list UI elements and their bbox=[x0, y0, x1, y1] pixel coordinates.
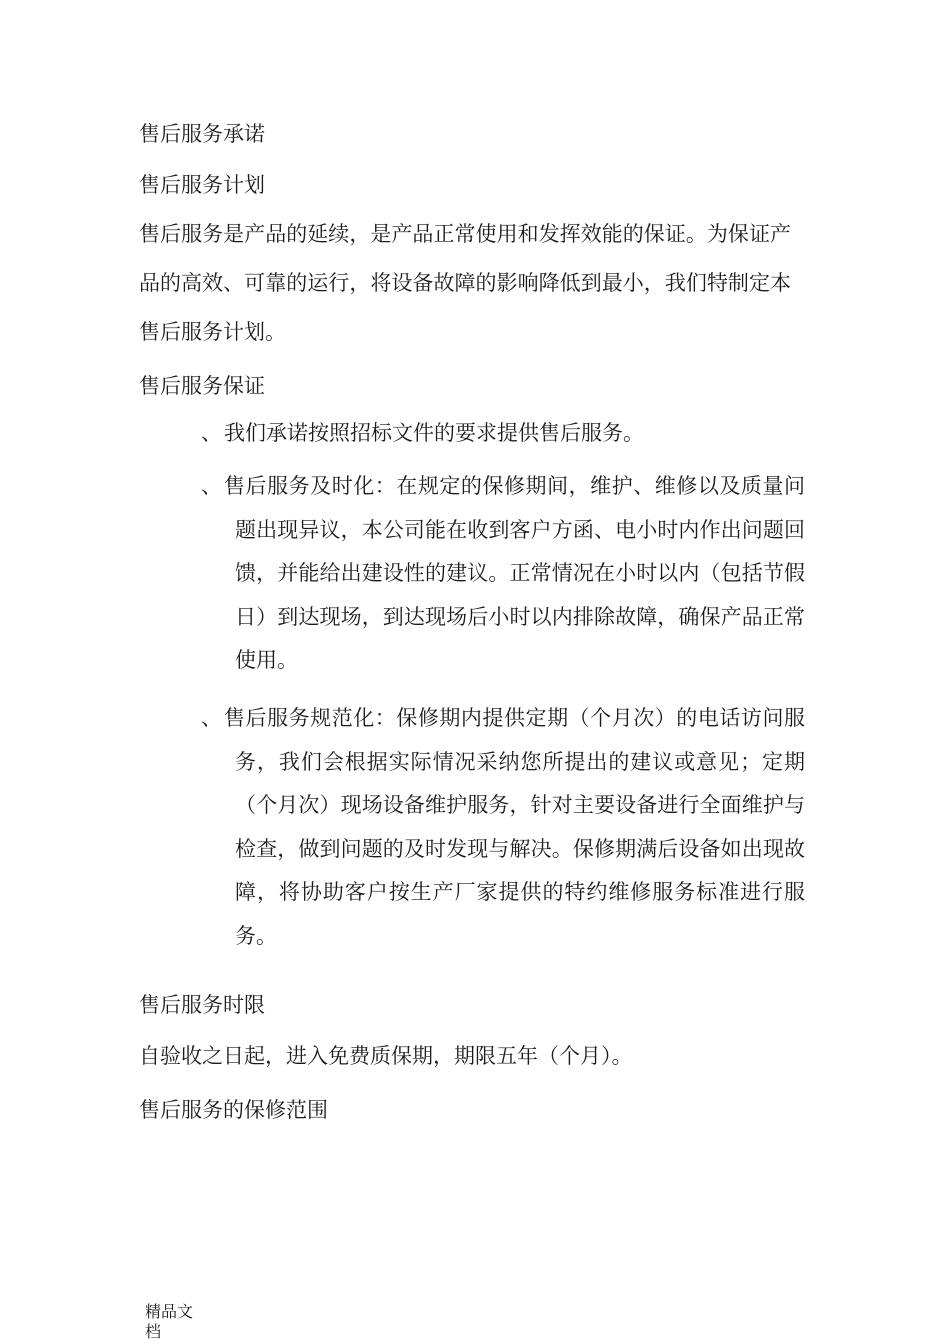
heading-commitment: 售后服务承诺 bbox=[139, 122, 265, 146]
heading-guarantee: 售后服务保证 bbox=[139, 374, 265, 398]
heading-time-limit: 售后服务时限 bbox=[139, 993, 265, 1017]
heading-scope: 售后服务的保修范围 bbox=[139, 1098, 328, 1122]
list-bullet: 、 bbox=[201, 706, 222, 730]
guarantee-item-3 bbox=[201, 697, 805, 958]
time-limit-text: 自验收之日起，进入免费质保期，期限五年（个月）。 bbox=[139, 1044, 633, 1068]
plan-paragraph: 售后服务是产品的延续，是产品正常使用和发挥效能的保证。为保证产品的高效、可靠的运行，将设备故障的影响降低到最小，我们特制定本售后服务计划。 bbox=[139, 222, 791, 344]
heading-plan: 售后服务计划 bbox=[139, 173, 265, 197]
list-bullet: 、 bbox=[201, 474, 222, 498]
footer-watermark: 精品文档 bbox=[145, 1302, 194, 1341]
guarantee-item-text: 售后服务及时化：在规定的保修期间，维护、维修以及质量问题出现异议，本公司能在收到客户方函、电小时内作出问题回馈，并能给出建设性的建议。正常情况在小时以内（包括节假日）到达现场，到达现场后小时以内排除故障，确保产品正常使用。 bbox=[224, 474, 805, 672]
guarantee-item-text: 我们承诺按照招标文件的要求提供售后服务。 bbox=[224, 421, 644, 445]
guarantee-item-text: 售后服务规范化：保修期内提供定期（个月次）的电话访问服务，我们会根据实际情况采纳您所提出的建议或意见；定期（个月次）现场设备维护服务，针对主要设备进行全面维护与检查，做到问题的及时发现与解决。保修期满后设备如出现故障，将协助客户按生产厂家提供的特约维修服务标准进行服务。 bbox=[224, 706, 805, 948]
guarantee-item-1 bbox=[201, 412, 805, 456]
list-bullet: 、 bbox=[201, 421, 222, 445]
guarantee-item-2 bbox=[201, 465, 805, 683]
